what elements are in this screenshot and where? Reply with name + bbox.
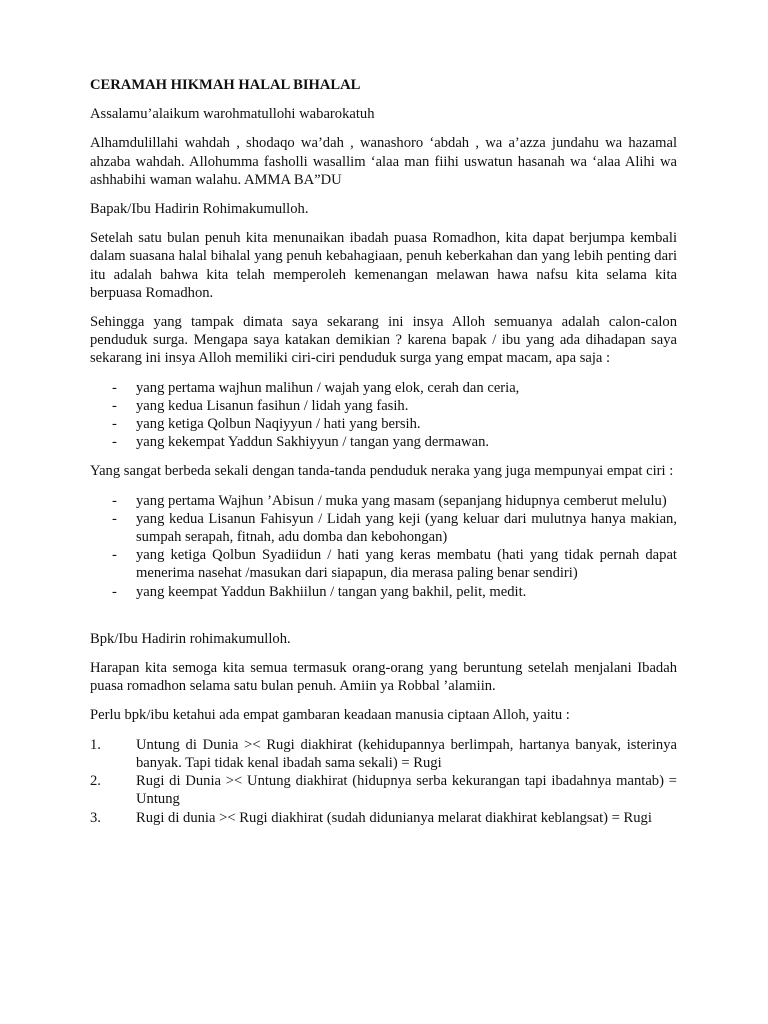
bullet: - (112, 379, 117, 396)
list-item: - yang kekempat Yaddun Sakhiyyun / tangan yang dermawan. (112, 434, 490, 451)
paragraph: Yang sangat berbeda sekali dengan tanda-tanda penduduk neraka yang juga mempunyai empat ciri : (90, 463, 674, 480)
bullet: - (112, 397, 117, 414)
list-item: - yang keempat Yaddun Bakhiilun / tangan yang bakhil, pelit, medit. (112, 583, 527, 600)
bullet: - (112, 492, 117, 509)
list-item: - yang kedua Lisanun Fahisyun / Lidah yang keji (yang keluar dari mulutnya hanya makian, sumpah serapah, fitnah, adu domba dan kebohongan) (112, 510, 677, 546)
list-item: - yang ketiga Qolbun Naqiyyun / hati yang bersih. (112, 416, 421, 433)
list-item: - yang ketiga Qolbun Syadiidun / hati yang keras membatu (hati yang tidak pernah dapat menerima nasehat /masukan dari siapapun, dia merasa paling benar sendiri) (112, 547, 677, 582)
bullet: - (112, 434, 117, 451)
bullet: - (112, 547, 117, 564)
list-item: 1. Untung di Dunia >< Rugi diakhirat (kehidupannya berlimpah, hartanya banyak, isterinya banyak. Tapi tidak kenal ibadah sama sekali) = Rugi (90, 736, 677, 771)
list-item: 3. Rugi di dunia >< Rugi diakhirat (sudah didunianya melarat diakhirat keblangsat) = Rugi (90, 809, 652, 826)
paragraph: Setelah satu bulan penuh kita menunaikan ibadah puasa Romadhon, kita dapat berjumpa kembali dalam suasana halal bihalal yang penuh kebahagiaan, penuh keberkahan dan yang lebih penting dari itu adalah bahwa kita telah memperoleh kemenangan melawan hawa nafsu kita selama kita berpuasa Romadhon. (90, 230, 677, 301)
paragraph: Sehingga yang tampak dimata saya sekarang ini insya Alloh semuanya adalah calon-calon penduduk surga. Mengapa saya katakan demikian ? karena bapak / ibu yang ada dihadapan saya sekarang ini insya Alloh memiliki ciri-ciri penduduk surga yang empat macam, apa saja : (90, 314, 677, 367)
list-item: - yang pertama wajhun malihun / wajah yang elok, cerah dan ceria, (112, 379, 520, 396)
list-number: 1. (90, 736, 101, 753)
document-title: CERAMAH HIKMAH HALAL BIHALAL (90, 77, 361, 93)
list-number: 3. (90, 809, 101, 826)
audience-address: Bpk/Ibu Hadirin rohimakumulloh. (90, 630, 291, 647)
bullet: - (112, 583, 117, 600)
list-item: - yang kedua Lisanun fasihun / lidah yang fasih. (112, 397, 409, 414)
list-item: 2. Rugi di Dunia >< Untung diakhirat (hidupnya serba kekurangan tapi ibadahnya mantab) = Untung (90, 773, 677, 808)
list-neraka (90, 492, 677, 601)
opening-prayer: Alhamdulillahi wahdah , shodaqo wa’dah , wanashoro ‘abdah , wa a’azza jundahu wa hazamal ahzaba wahdah. Allohumma fasholli wasallim ‘alaa man fiihi uswatun hasanah wa ‘alaa Alihi wa ashhabihi waman walahu. AMMA BA”DU (90, 135, 677, 188)
list-keadaan (90, 736, 677, 827)
list-item: - yang pertama Wajhun ’Abisun / muka yang masam (sepanjang hidupnya cemberut melulu) (112, 492, 667, 509)
bullet: - (112, 416, 117, 433)
document-page (90, 76, 677, 838)
bullet: - (112, 510, 117, 527)
audience-address: Bapak/Ibu Hadirin Rohimakumulloh. (90, 201, 309, 218)
spacer (90, 612, 677, 630)
list-surga (90, 379, 677, 452)
paragraph: Harapan kita semoga kita semua termasuk orang-orang yang beruntung setelah menjalani Ibadah puasa romadhon selama satu bulan penuh. Amiin ya Robbal ’alamiin. (90, 660, 677, 695)
list-number: 2. (90, 773, 101, 790)
paragraph: Perlu bpk/ibu ketahui ada empat gambaran keadaan manusia ciptaan Alloh, yaitu : (90, 707, 570, 724)
greeting: Assalamu’alaikum warohmatullohi wabarokatuh (90, 106, 375, 123)
